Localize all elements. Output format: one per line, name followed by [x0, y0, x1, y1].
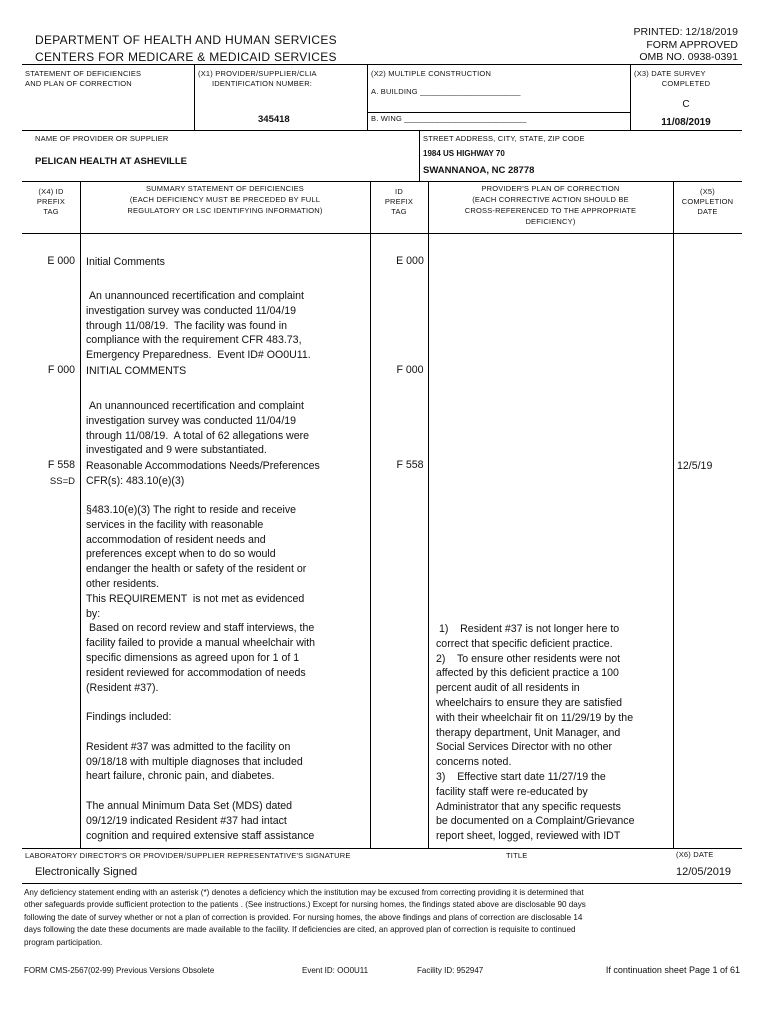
x5-header-2: COMPLETION [681, 197, 734, 206]
f000-body: An unannounced recertification and complaint investigation survey was conducted 11/04/19 through 11/08/19. A total of 62 allegations were investigated and 9 were substantiated. [86, 400, 310, 457]
x2-label: (X2) MULTIPLE CONSTRUCTION [371, 69, 492, 78]
x5-header-1: (X5) [700, 187, 715, 196]
rule-v-address [419, 130, 420, 181]
f558-plan-of-correction: 1) Resident #37 is not longer here to correct that specific deficient practice. 2) To ensure other residents were not affected by this deficient practice a 100 percent audit of all residents in wheelchairs to ensure they are satisfied with their wheelchair fit on 11/29/19 by the therapy department, Unit Manager, and Social Services Director with no other concerns noted. 3) Effective start date 11/27/19 the facility staff were re-educated by Administrator that any specific requests be documented on a Complaint/Grievance report sheet, logged, reviewed with IDT [436, 623, 635, 843]
rule-v-x1 [194, 64, 195, 130]
x3-label-1: (X3) DATE SURVEY [634, 69, 706, 78]
id-header-3: TAG [391, 207, 407, 216]
signature-date: 12/05/2019 [676, 866, 732, 878]
summary-header-2: (EACH DEFICIENCY MUST BE PRECEDED BY FULL [129, 195, 321, 204]
x5-header-3: DATE [697, 207, 718, 216]
form-number: FORM CMS-2567(02-99) Previous Versions Obsolete [24, 966, 215, 975]
rule-v-summary [370, 181, 371, 848]
x1-label-2: IDENTIFICATION NUMBER: [212, 79, 313, 88]
disclosure-notice: Any deficiency statement ending with an asterisk (*) denotes a deficiency which the institution may be excused from correcting providing it is determined that other safeguards provide sufficient protection to the patients . (See instructions.) Except for nursing homes, the findings stated above are disclosable 90 days following the date of survey whether or not a plan of correction is provided. For nursing homes, the above findings and plans of correction are disclosable 14 days following the date these documents are made available to the facility. If deficiencies are cited, an approved plan of correction is requisite to continued program participation. [24, 888, 586, 947]
event-id: Event ID: OO0U11 [302, 966, 369, 975]
rule-signature [22, 848, 742, 849]
x4-header-2: PREFIX [36, 197, 66, 206]
rule-building [367, 112, 630, 113]
e000-title: Initial Comments [86, 256, 165, 268]
statement-label-2: AND PLAN OF CORRECTION [25, 79, 132, 88]
summary-header-1: SUMMARY STATEMENT OF DEFICIENCIES [145, 184, 304, 193]
title-label: TITLE [506, 851, 528, 860]
plan-header-3: CROSS-REFERENCED TO THE APPROPRIATE [464, 206, 637, 215]
provider-name: PELICAN HEALTH AT ASHEVILLE [35, 156, 187, 167]
rule-v-x2 [367, 64, 368, 130]
x3-code: C [682, 99, 690, 110]
rule-notice [22, 883, 742, 884]
agency-line-2: CENTERS FOR MEDICARE & MEDICAID SERVICES [35, 50, 337, 64]
x1-label-1: (X1) PROVIDER/SUPPLIER/CLIA [198, 69, 317, 78]
id-header-1: ID [395, 187, 403, 196]
form-approved: FORM APPROVED [646, 39, 738, 51]
x1-value: 345418 [258, 114, 290, 125]
address-line-2: SWANNANOA, NC 28778 [423, 165, 535, 176]
rule-v-id [428, 181, 429, 848]
rule-v-tag [80, 181, 81, 848]
address-label: STREET ADDRESS, CITY, STATE, ZIP CODE [423, 134, 585, 143]
f558-prefix-tag: F 558 [47, 459, 75, 471]
plan-header-2: (EACH CORRECTIVE ACTION SHOULD BE [472, 195, 629, 204]
statement-label-1: STATEMENT OF DEFICIENCIES [25, 69, 142, 78]
f000-title: INITIAL COMMENTS [86, 365, 187, 377]
summary-header-3: REGULATORY OR LSC IDENTIFYING INFORMATION) [127, 206, 323, 215]
plan-header-4: DEFICIENCY) [525, 217, 576, 226]
x4-header-1: (X4) ID [38, 187, 64, 196]
f000-prefix-tag: F 000 [47, 364, 75, 376]
provider-label: NAME OF PROVIDER OR SUPPLIER [35, 134, 169, 143]
x3-date: 11/08/2019 [661, 117, 711, 128]
facility-id: Facility ID: 952947 [417, 966, 484, 975]
f558-title: Reasonable Accommodations Needs/Preferences CFR(s): 483.10(e)(3) [86, 460, 320, 487]
wing-label: B. WING ____________________________ [371, 114, 527, 123]
building-label: A. BUILDING _______________________ [371, 87, 521, 96]
omb-number: OMB NO. 0938-0391 [639, 51, 738, 63]
rule-body [22, 233, 742, 234]
id-header-2: PREFIX [384, 197, 414, 206]
x4-header-3: TAG [43, 207, 59, 216]
signature-value: Electronically Signed [35, 866, 138, 878]
printed-date: PRINTED: 12/18/2019 [633, 26, 738, 38]
rule-v-plan [673, 181, 674, 848]
f000-id-tag: F 000 [396, 364, 424, 376]
rule-top [22, 64, 742, 65]
address-line-1: 1984 US HIGHWAY 70 [423, 149, 505, 158]
e000-prefix-tag: E 000 [47, 255, 75, 267]
x3-label-2: COMPLETED [661, 79, 711, 88]
f558-id-tag: F 558 [396, 459, 424, 471]
plan-header-1: PROVIDER'S PLAN OF CORRECTION [481, 184, 620, 193]
date-label: (X6) DATE [676, 850, 714, 859]
e000-body: An unannounced recertification and complaint investigation survey was conducted 11/04/19 through 11/08/19. The facility was found in compliance with the requirement CFR 483.73, Emergency Preparedness. Event ID# OO0U11. [86, 290, 311, 362]
signature-label: LABORATORY DIRECTOR'S OR PROVIDER/SUPPLIER REPRESENTATIVE'S SIGNATURE [25, 851, 351, 860]
rule-columns [22, 181, 742, 182]
f558-scope-severity: SS=D [49, 476, 75, 487]
e000-id-tag: E 000 [396, 255, 424, 267]
continuation-page: If continuation sheet Page 1 of 61 [605, 965, 740, 975]
f558-completion-date: 12/5/19 [677, 460, 713, 472]
f558-body: §483.10(e)(3) The right to reside and receive services in the facility with reasonable accommodation of resident needs and preferences except when to do so would endanger the health or safety of the resident or other residents. This REQUIREMENT is not met as evidenced by: Based on record review and staff interviews, the facility failed to provide a manual wheelchair with specific dimensions as agreed upon for 1 of 1 resident reviewed for accommodation of needs (Resident #37). Findings included: Resident #37 was admitted to the facility on 09/18/18 with multiple diagnoses that included heart failure, chronic pain, and diabetes. The annual Minimum Data Set (MDS) dated 09/12/19 indicated Resident #37 had intact cognition and required extensive staff assistance [86, 504, 316, 842]
agency-line-1: DEPARTMENT OF HEALTH AND HUMAN SERVICES [35, 33, 337, 47]
rule-provider [22, 130, 742, 131]
